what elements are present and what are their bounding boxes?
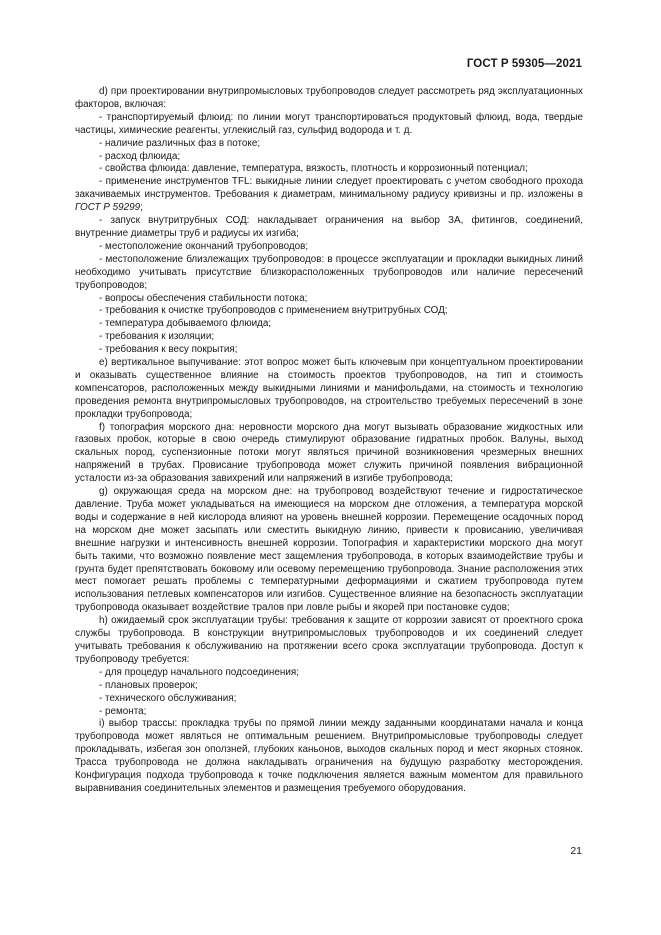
paragraph-item-e: e) вертикальное выпучивание: этот вопрос может быть ключевым при концептуальном проектировании и оказывать существенное влияние на стоимость проектов трубопроводов, на тип и стоимость компенсаторов, расположенных между выкидными линиями и манифольдами, на стоимость и технологию проведения ремонта внутрипромысловых трубопроводов, на строительство требуемых пересечений в зоне прокладки трубопровода; — [75, 357, 583, 420]
list-item-temperature: - температура добываемого флюида; — [99, 318, 272, 330]
list-item-scheduled-inspections: - плановых проверок; — [99, 679, 198, 691]
list-item-flow-rate: - расход флюида; — [99, 150, 181, 162]
document-standard-code: ГОСТ Р 59305—2021 — [466, 58, 582, 70]
paragraph-item-d: d) при проектировании внутрипромысловых трубопроводов следует рассмотреть ряд эксплуатационных факторов, включая: — [75, 86, 583, 110]
list-item-phases: - наличие различных фаз в потоке; — [99, 137, 261, 149]
list-item-initial-connection: - для процедур начального подсоединения; — [99, 666, 299, 678]
list-item-tfl-end: ; — [140, 202, 143, 214]
list-item-flow-stability: - вопросы обеспечения стабильности потока; — [99, 292, 308, 304]
list-item-repair: - ремонта; — [99, 705, 147, 717]
list-item-fluid: - транспортируемый флюид: по линии могут транспортироваться продуктовый флюид, вода, твердые частицы, химические реагенты, углекислый газ, сульфид водорода и т. д. — [75, 111, 583, 136]
paragraph-item-h: h) ожидаемый срок эксплуатации трубы: требования к защите от коррозии зависят от проектного срока службы трубопровода. В конструкции внутрипромысловых трубопроводов и их соединений следует учитывать требования к обслуживанию на протяжении всего срока эксплуатации трубопровода. Доступ к трубопроводу требуется: — [75, 615, 583, 665]
list-item-coating-weight: - требования к весу покрытия; — [99, 344, 238, 356]
page-number: 21 — [570, 845, 582, 857]
paragraph-item-i: i) выбор трассы: прокладка трубы по прямой линии между заданными координатами начала и конца трубопровода может являться не оптимальным решением. Внутрипромысловые трубопроводы следует прокладывать, избегая зон оползней, глубоких каньонов, выходов скальных пород и мест якорных стоянок. Трасса трубопровода не должна накладывать ограничения на будущую разработку месторождения. Конфигурация подхода трубопровода к точке подключения является важным моментом для правильного выравнивания соединительных элементов и размещения требуемого оборудования. — [75, 718, 583, 794]
paragraph-item-g: g) окружающая среда на морском дне: на трубопровод воздействуют течение и гидростатическое давление. Труба может укладываться на имеющиеся на морском дне отложения, а температура морской воды и содержание в ней кислорода влияют на уровень внешней коррозии. Перемещение осадочных пород на морском дне может засыпать или сместить выкидную линию, привести к провисанию, увеличивая внешние нагрузки и интенсивность внешней коррозии. Топография и характеристики морского дна могут быть такими, что возможно появление мест защемления трубопровода, в которых взаимодействие трубы и грунта будет препятствовать боковому или осевому перемещению трубопровода. Знание расположения этих мест помогает решать проблемы с температурными деформациями и сжатием трубопровода путем использования петлевых компенсаторов или изгибов. Существенное влияние на безопасность эксплуатации трубопровода оказывает воздействие тралов при ловле рыбы и якорей при постановке судов; — [75, 486, 583, 614]
list-item-nearby-pipelines: - местоположение близлежащих трубопроводов: в процессе эксплуатации и прокладки выкидных линий необходимо учитывать присутствие близкорасположенных трубопроводов или наличие пересечений трубопроводов; — [75, 253, 583, 291]
standard-reference: ГОСТ Р 59299 — [75, 202, 141, 214]
document-body — [75, 86, 583, 796]
list-item-tfl — [75, 176, 583, 215]
list-item-fluid-properties: - свойства флюида: давление, температура, вязкость, плотность и коррозионный потенциал; — [99, 163, 528, 175]
list-item-insulation: - требования к изоляции; — [99, 331, 215, 343]
list-item-tfl-text: - применение инструментов TFL: выкидные линии следует проектировать с учетом свободного прохода закачиваемых инструментов. Требования к диаметрам, минимальному радиусу кривизны и пр. изложены в — [75, 176, 583, 201]
paragraph-item-f: f) топография морского дна: неровности морского дна могут вызывать образование жидкостных или газовых пробок, которые в свою очередь стимулируют образование гидратных пробок. Валуны, выход скальных пород, суспензионные потоки могут являться причиной возникновения чрезмерных внешних напряжений в трубах. Провисание трубопровода может служить причиной появления вибрационной усталости из-за образования завихрений или напряжений в изгибе трубопровода; — [75, 421, 583, 485]
list-item-pigging-launch: - запуск внутритрубных СОД: накладывает ограничения на выбор ЗА, фитингов, соединений, внутренние диаметры труб и радиусы их изгиба; — [75, 215, 583, 239]
list-item-cleaning: - требования к очистке трубопроводов с применением внутритрубных СОД; — [99, 305, 448, 317]
list-item-terminations: - местоположение окончаний трубопроводов; — [99, 240, 309, 252]
list-item-maintenance: - технического обслуживания; — [99, 692, 237, 704]
